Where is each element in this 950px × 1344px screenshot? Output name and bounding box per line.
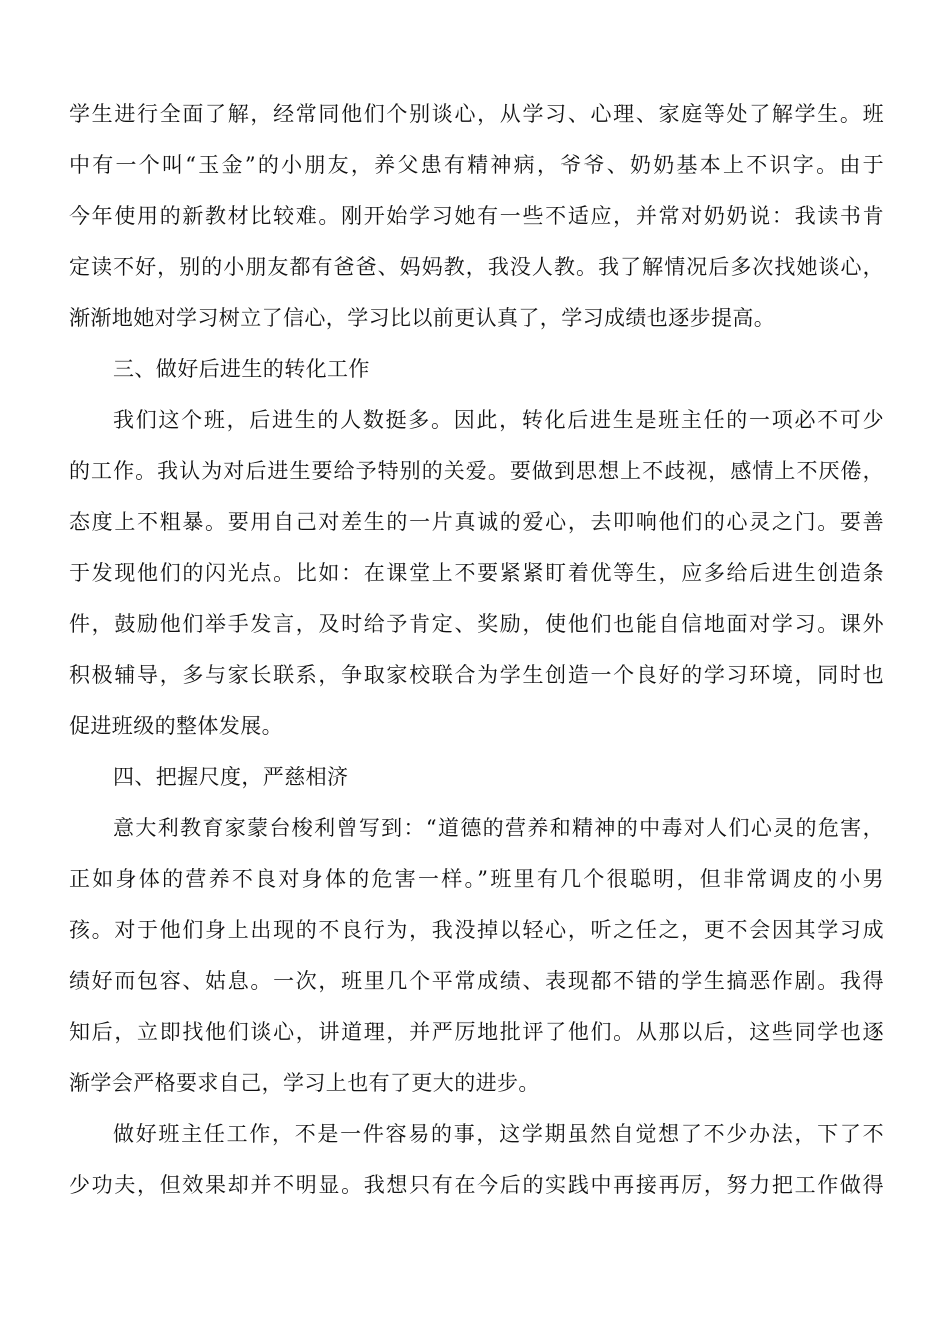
text-line: 做好班主任工作，不是一件容易的事，这学期虽然自觉想了不少办法，下了不 (113, 1122, 884, 1146)
text-line: 孩。对于他们身上出现的不良行为，我没掉以轻心，听之任之，更不会因其学习成 (69, 918, 884, 942)
text-line: 正如身体的营养不良对身体的危害一样。”班里有几个很聪明，但非常调皮的小男 (69, 867, 884, 891)
text-line: 积极辅导，多与家长联系，争取家校联合为学生创造一个良好的学习环境，同时也 (69, 663, 884, 687)
text-line: 意大利教育家蒙台梭利曾写到：“道德的营养和精神的中毒对人们心灵的危害， (113, 816, 884, 840)
text-line: 绩好而包容、姑息。一次，班里几个平常成绩、表现都不错的学生搞恶作剧。我得 (69, 969, 884, 993)
text-line: 件，鼓励他们举手发言，及时给予肯定、奖励，使他们也能自信地面对学习。课外 (69, 612, 884, 636)
section-heading: 四、把握尺度，严慈相济 (113, 765, 349, 789)
text-line: 促进班级的整体发展。 (69, 714, 283, 738)
text-line: 今年使用的新教材比较难。刚开始学习她有一些不适应，并常对奶奶说：我读书肯 (69, 204, 884, 228)
text-line: 学生进行全面了解，经常同他们个别谈心，从学习、心理、家庭等处了解学生。班 (69, 102, 884, 126)
text-line: 少功夫，但效果却并不明显。我想只有在今后的实践中再接再厉，努力把工作做得 (69, 1173, 884, 1197)
text-line: 知后，立即找他们谈心，讲道理，并严厉地批评了他们。从那以后，这些同学也逐 (69, 1020, 884, 1044)
text-line: 定读不好，别的小朋友都有爸爸、妈妈教，我没人教。我了解情况后多次找她谈心， (69, 255, 884, 279)
text-line: 于发现他们的闪光点。比如：在课堂上不要紧紧盯着优等生，应多给后进生创造条 (69, 561, 884, 585)
text-line: 渐渐地她对学习树立了信心，学习比以前更认真了，学习成绩也逐步提高。 (69, 306, 776, 330)
text-line: 中有一个叫“玉金”的小朋友，养父患有精神病，爷爷、奶奶基本上不识字。由于 (69, 153, 884, 177)
text-line: 我们这个班，后进生的人数挺多。因此，转化后进生是班主任的一项必不可少 (113, 408, 884, 432)
section-heading: 三、做好后进生的转化工作 (113, 357, 370, 381)
text-line: 的工作。我认为对后进生要给予特别的关爱。要做到思想上不歧视，感情上不厌倦， (69, 459, 884, 483)
text-line: 态度上不粗暴。要用自己对差生的一片真诚的爱心，去叩响他们的心灵之门。要善 (69, 510, 884, 534)
text-line: 渐学会严格要求自己，学习上也有了更大的进步。 (69, 1071, 540, 1095)
